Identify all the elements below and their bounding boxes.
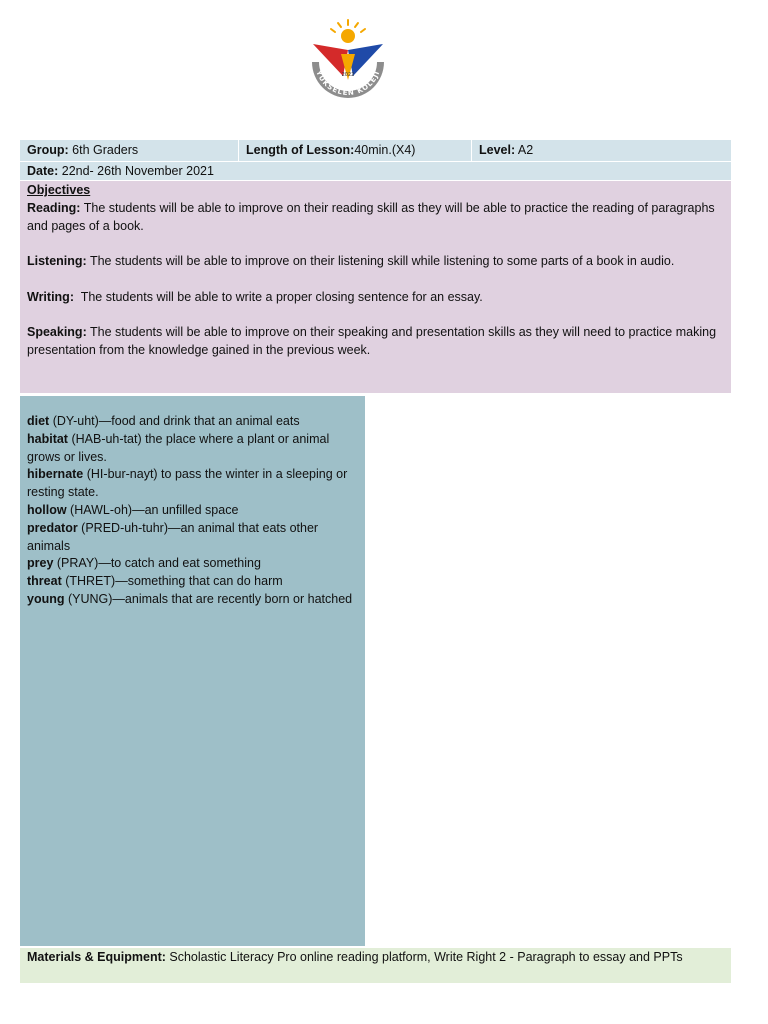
objectives-section xyxy=(20,181,731,393)
vocab-word: habitat xyxy=(27,431,68,446)
vocab-word: hollow xyxy=(27,502,67,517)
materials-text: Scholastic Literacy Pro online reading platform, Write Right 2 - Paragraph to essay and PPTs xyxy=(165,950,683,964)
vocab-word: young xyxy=(27,591,65,606)
svg-text:YÜKSELEN KOLEJİ: YÜKSELEN KOLEJİ xyxy=(314,69,382,98)
objectives-heading: Objectives xyxy=(27,183,91,197)
length-label: Length of Lesson: xyxy=(246,143,355,157)
vocabulary-panel xyxy=(20,396,365,946)
vocab-entry xyxy=(27,573,358,591)
vocab-word: prey xyxy=(27,556,54,571)
vocab-word: predator xyxy=(27,520,78,535)
vocab-definition: (THRET)—something that can do harm xyxy=(61,574,283,589)
date-value: 22nd- 26th November 2021 xyxy=(58,164,214,178)
date-row xyxy=(20,162,731,180)
speaking-text: The students will be able to improve on their speaking and presentation skills as they will need to practice making presentation from the knowledge gained in the previous week. xyxy=(27,325,717,358)
objective-reading xyxy=(27,200,724,236)
school-logo-icon xyxy=(303,14,393,114)
length-cell xyxy=(239,140,472,161)
reading-text: The students will be able to improve on their reading skill as they will be able to practice the reading of paragraphs and pages of a book. xyxy=(27,200,715,233)
vocab-entry xyxy=(27,431,358,467)
length-value: 40min.(X4) xyxy=(354,143,416,157)
vocab-entry xyxy=(27,413,358,431)
vocab-word: diet xyxy=(27,414,50,428)
writing-text: The students will be able to write a proper closing sentence for an essay. xyxy=(73,289,483,304)
vocab-entry xyxy=(27,555,358,573)
speaking-label: Speaking: xyxy=(27,325,87,340)
reading-label: Reading: xyxy=(27,200,81,215)
level-label: Level: xyxy=(479,143,516,157)
level-cell xyxy=(472,140,731,161)
vocab-entry xyxy=(27,466,358,502)
group-label: Group: xyxy=(27,143,69,157)
vocab-definition: (DY-uht)—food and drink that an animal eats xyxy=(49,414,300,428)
vocab-word: hibernate xyxy=(27,467,84,482)
vocab-definition: (HAWL-oh)—an unfilled space xyxy=(66,502,239,517)
vocab-definition: (PRAY)—to catch and eat something xyxy=(53,556,261,571)
vocab-definition: (HI-bur-nayt) to pass the winter in a sleeping or resting state. xyxy=(27,467,348,500)
materials-label: Materials & Equipment: xyxy=(27,950,166,964)
group-value: 6th Graders xyxy=(68,143,139,157)
vocab-definition: (YUNG)—animals that are recently born or hatched xyxy=(64,591,353,606)
lesson-info-row xyxy=(20,140,731,161)
school-logo xyxy=(303,14,393,114)
objective-listening xyxy=(27,253,724,271)
objective-speaking xyxy=(27,324,724,360)
listening-label: Listening: xyxy=(27,254,87,269)
writing-label: Writing: xyxy=(27,289,74,304)
svg-text:2022: 2022 xyxy=(341,72,355,78)
level-value: A2 xyxy=(515,143,534,157)
materials-row xyxy=(20,948,731,983)
vocab-word: threat xyxy=(27,574,62,589)
date-label: Date: xyxy=(27,164,59,178)
objective-writing xyxy=(27,289,724,307)
vocab-definition: (HAB-uh-tat) the place where a plant or animal grows or lives. xyxy=(27,431,330,464)
vocab-entry xyxy=(27,520,358,556)
vocab-definition: (PRED-uh-tuhr)—an animal that eats other animals xyxy=(27,520,319,553)
vocab-entry xyxy=(27,502,358,520)
group-cell xyxy=(20,140,239,161)
listening-text: The students will be able to improve on their listening skill while listening to some parts of a book in audio. xyxy=(86,254,675,269)
vocab-entry xyxy=(27,591,358,609)
